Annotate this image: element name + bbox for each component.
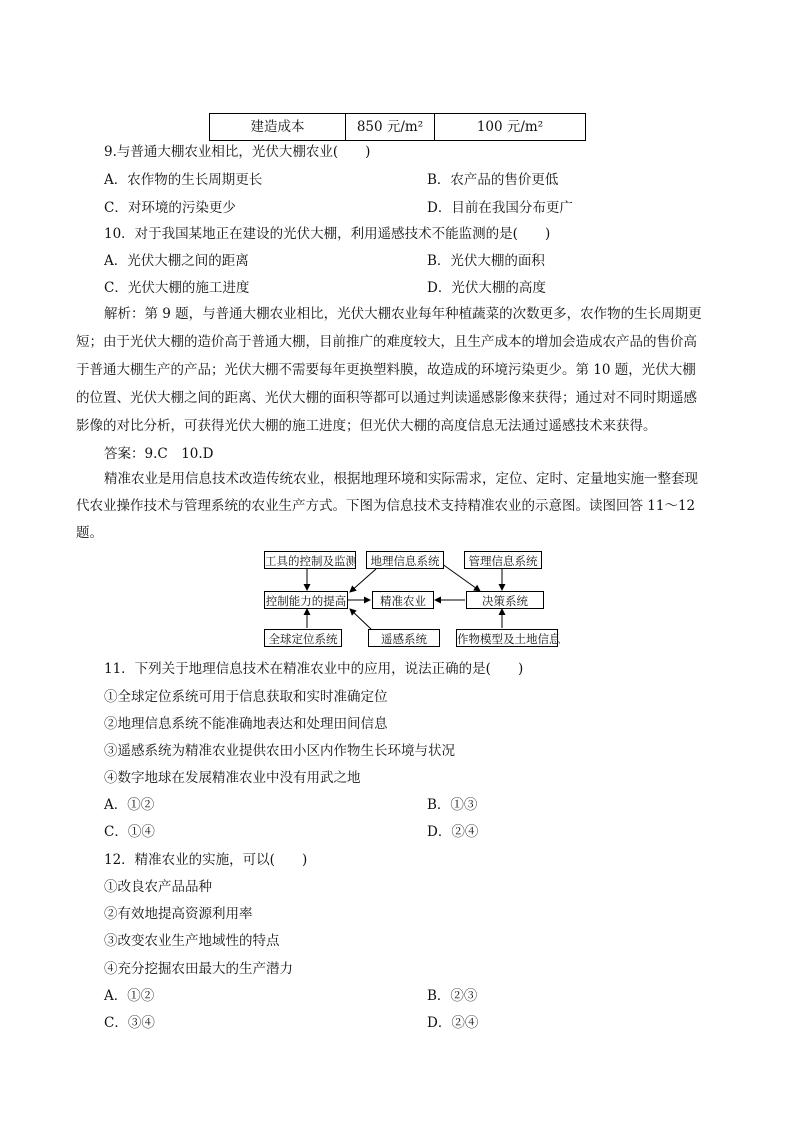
q12-option-a: A．①② bbox=[104, 988, 155, 1004]
box-tools-monitoring: 工具的控制及监测 bbox=[264, 551, 356, 569]
analysis-line-4: 的位置、光伏大棚之间的距离、光伏大棚的面积等都可以通过判读遥感影像来获得；通过对不同时期遥感 bbox=[76, 390, 697, 406]
q9-option-a: A．农作物的生长周期更长 bbox=[104, 172, 263, 188]
intro-line-1: 精准农业是用信息技术改造传统农业，根据地理环境和实际需求，定位、定时、定量地实施一整套现 bbox=[104, 471, 698, 487]
q10-option-d: D．光伏大棚的高度 bbox=[427, 280, 546, 296]
q11-stem: 11．下列关于地理信息技术在精准农业中的应用，说法正确的是( ) bbox=[104, 661, 524, 677]
analysis-line-1: 解析：第 9 题，与普通大棚农业相比，光伏大棚农业每年种植蔬菜的次数更多，农作物的生长周期更 bbox=[104, 306, 702, 322]
box-decision-system: 决策系统 bbox=[466, 591, 544, 609]
box-gis: 地理信息系统 bbox=[366, 551, 444, 569]
intro-line-2: 代农业操作技术与管理系统的农业生产方式。下图为信息技术支持精准农业的示意图。读图回答 11～12 bbox=[76, 498, 696, 514]
q12-option-c: C．③④ bbox=[104, 1015, 155, 1031]
pv-cost-cell: 850 元/m² bbox=[346, 114, 435, 140]
box-crop-model-land-info: 作物模型及土地信息 bbox=[456, 629, 558, 647]
box-control-ability: 控制能力的提高 bbox=[264, 591, 348, 609]
q12-option-d: D．②④ bbox=[427, 1015, 479, 1031]
q10-stem: 10．对于我国某地正在建设的光伏大棚，利用遥感技术不能监测的是( ) bbox=[104, 226, 551, 242]
answer-line: 答案：9.C 10.D bbox=[104, 446, 214, 462]
q11-statement-3: ③遥感系统为精准农业提供农田小区内作物生长环境与状况 bbox=[104, 743, 455, 759]
arrow-rs-to-control bbox=[350, 609, 372, 630]
q12-statement-1: ①改良农产品品种 bbox=[104, 879, 212, 895]
box-precision-agriculture: 精准农业 bbox=[372, 591, 434, 609]
intro-line-3: 题。 bbox=[76, 525, 103, 541]
cost-table-row bbox=[209, 113, 586, 141]
q11-statement-2: ②地理信息系统不能准确地表达和处理田间信息 bbox=[104, 716, 388, 732]
q11-option-a: A．①② bbox=[104, 797, 155, 813]
q11-statement-1: ①全球定位系统可用于信息获取和实时准确定位 bbox=[104, 689, 388, 705]
precision-agriculture-diagram bbox=[262, 547, 562, 651]
analysis-line-5: 影像的对比分析，可获得光伏大棚的施工进度；但光伏大棚的高度信息无法通过遥感技术来获得。 bbox=[76, 418, 657, 434]
q11-statement-4: ④数字地球在发展精准农业中没有用武之地 bbox=[104, 770, 361, 786]
q9-option-c: C．对环境的污染更少 bbox=[104, 200, 236, 216]
box-remote-sensing: 遥感系统 bbox=[368, 629, 440, 647]
q12-statement-2: ②有效地提高资源利用率 bbox=[104, 906, 253, 922]
q9-stem: 9.与普通大棚农业相比，光伏大棚农业( ) bbox=[104, 144, 371, 160]
q12-option-b: B．②③ bbox=[427, 988, 478, 1004]
q10-option-a: A．光伏大棚之间的距离 bbox=[104, 253, 249, 269]
analysis-line-3: 于普通大棚生产的产品；光伏大棚不需要每年更换塑料膜，故造成的环境污染更少。第 10 题，光伏大棚 bbox=[76, 362, 696, 378]
box-mis: 管理信息系统 bbox=[464, 551, 542, 569]
q12-stem: 12．精准农业的实施，可以( ) bbox=[104, 852, 308, 868]
arrow-gis-to-control bbox=[350, 569, 376, 592]
q10-option-b: B．光伏大棚的面积 bbox=[427, 253, 545, 269]
q12-statement-3: ③改变农业生产地域性的特点 bbox=[104, 933, 280, 949]
q9-option-d: D．目前在我国分布更广 bbox=[427, 200, 573, 216]
q10-option-c: C．光伏大棚的施工进度 bbox=[104, 280, 250, 296]
q11-option-c: C．①④ bbox=[104, 824, 155, 840]
q11-option-d: D．②④ bbox=[427, 824, 479, 840]
normal-cost-cell: 100 元/m² bbox=[476, 119, 544, 135]
q12-statement-4: ④充分挖掘农田最大的生产潜力 bbox=[104, 961, 293, 977]
q11-option-b: B．①③ bbox=[427, 797, 478, 813]
analysis-line-2: 短；由于光伏大棚的造价高于普通大棚，目前推广的难度较大，且生产成本的增加会造成农产品的售价高 bbox=[76, 334, 697, 350]
cost-label-cell: 建造成本 bbox=[210, 114, 346, 140]
q9-option-b: B．农产品的售价更低 bbox=[427, 172, 559, 188]
box-gps: 全球定位系统 bbox=[264, 629, 342, 647]
